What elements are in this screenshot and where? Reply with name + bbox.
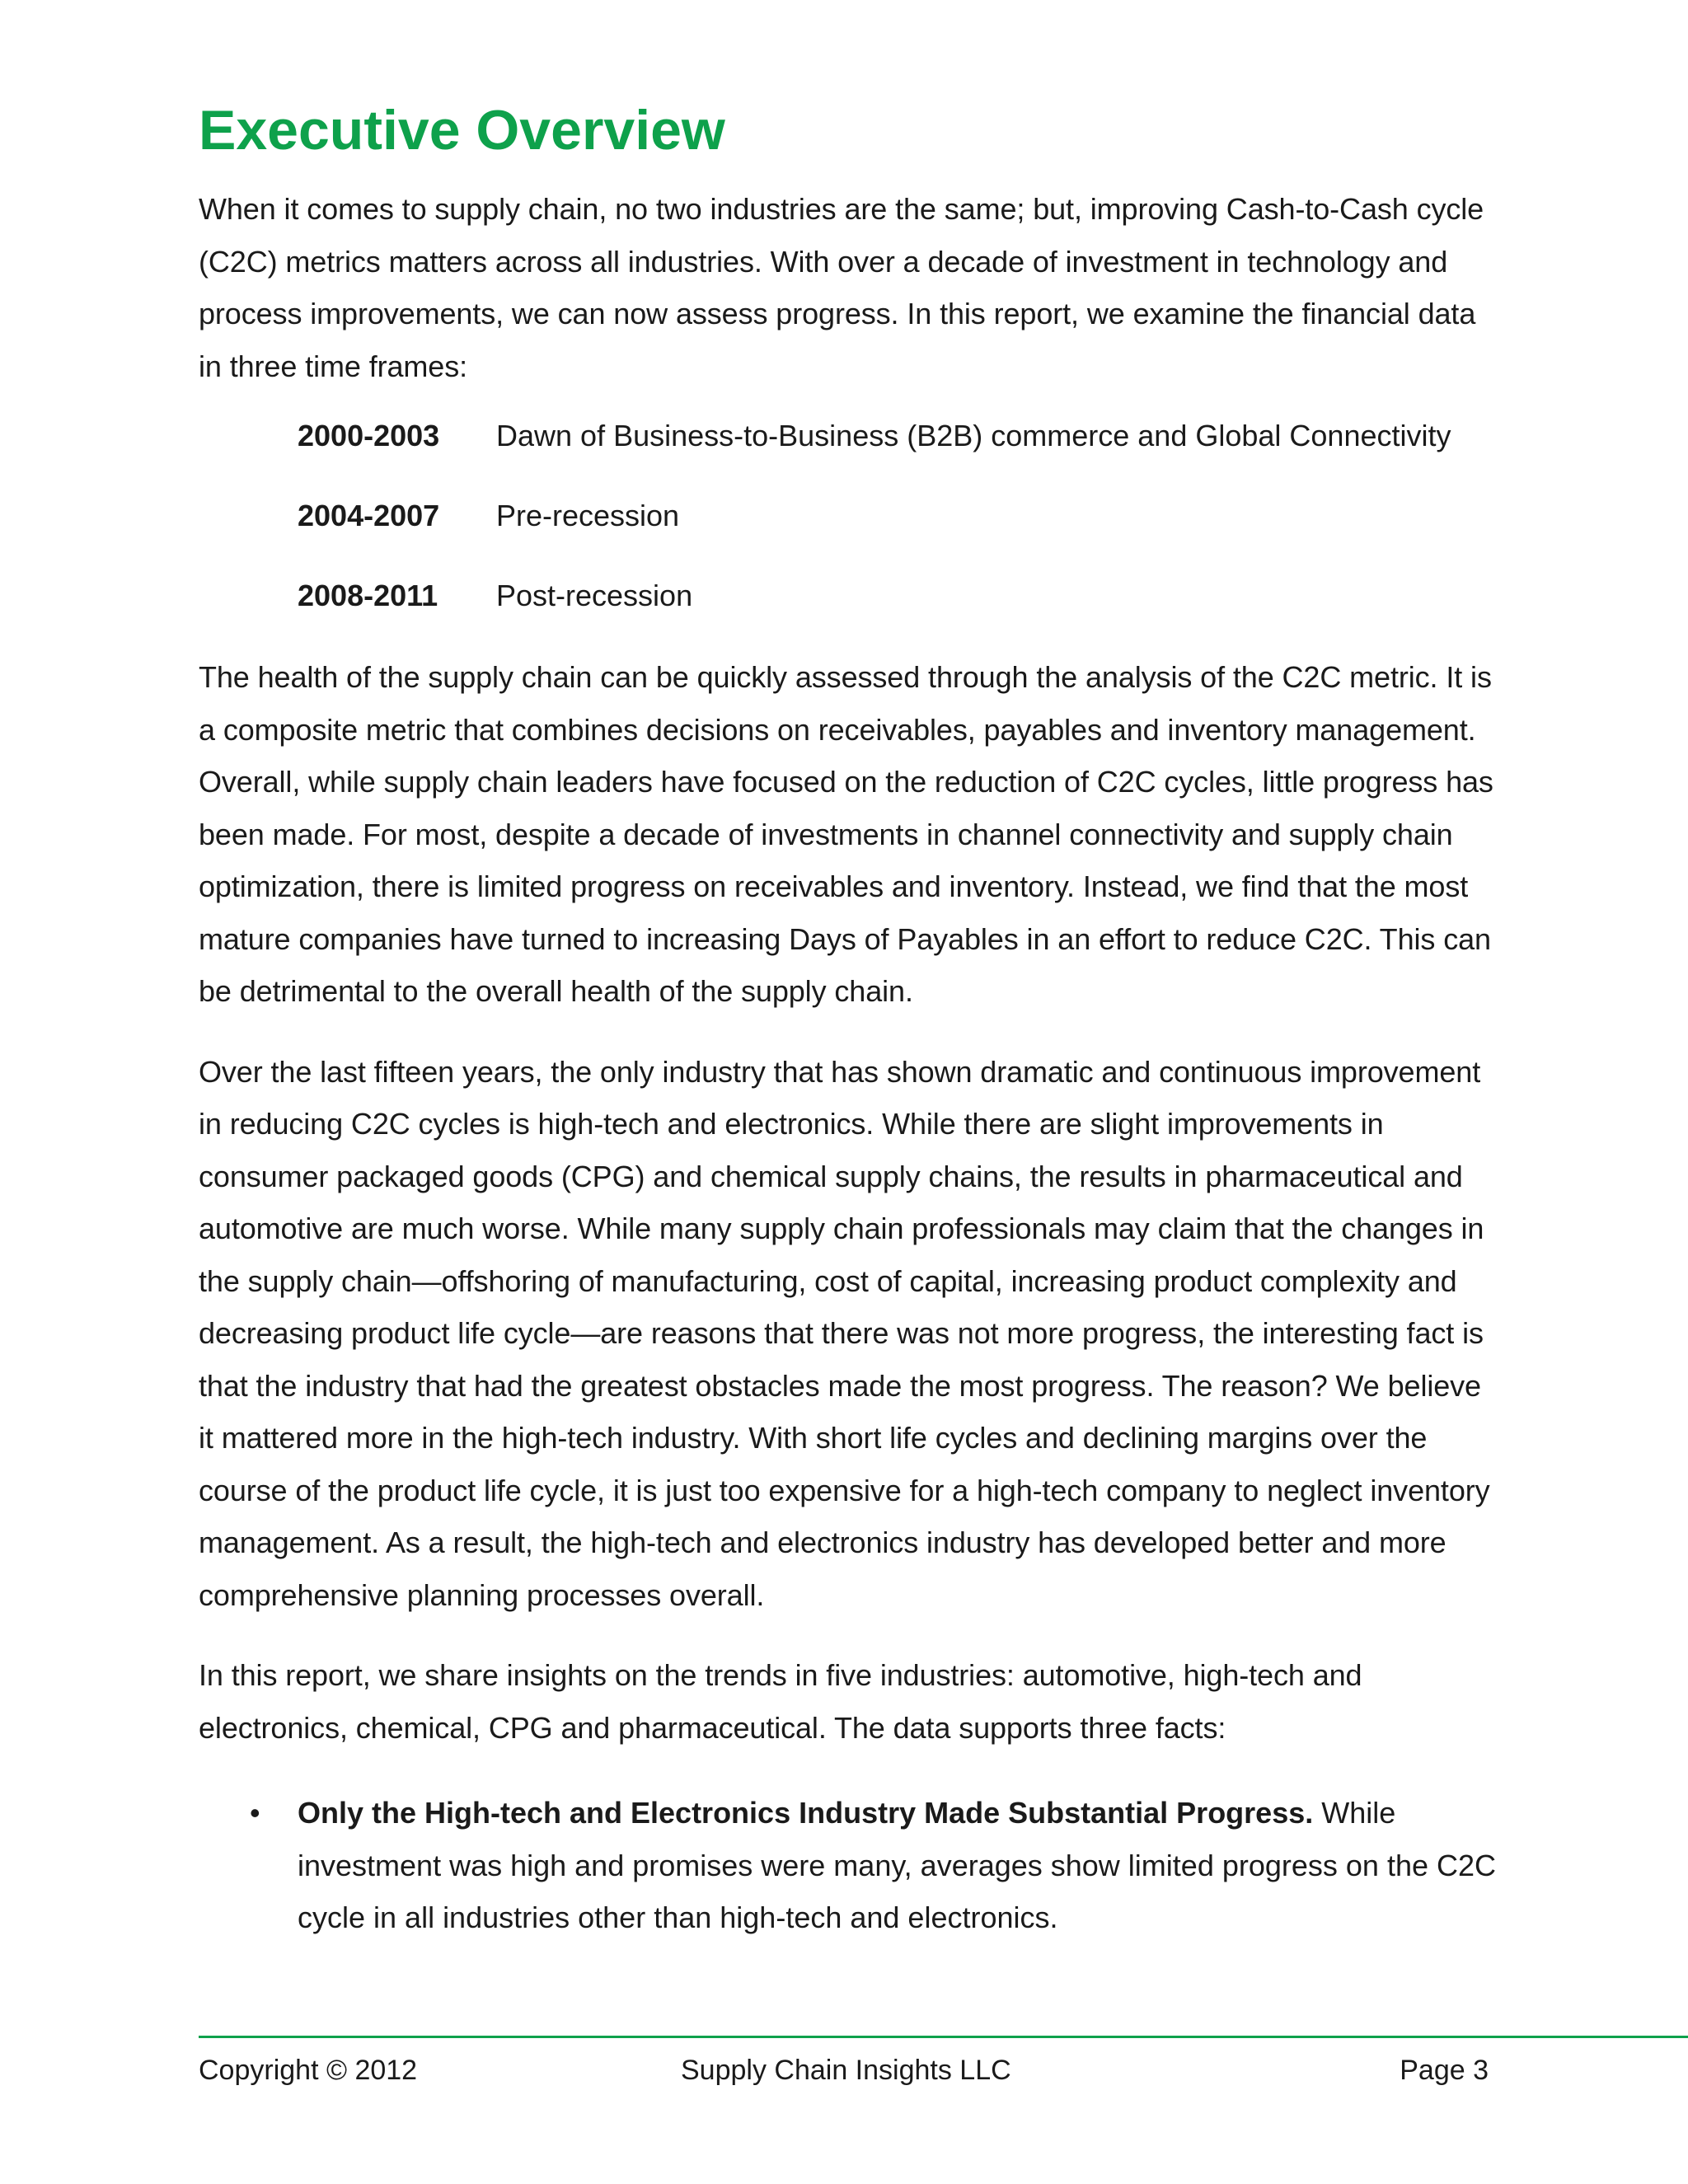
bullet-icon: •: [250, 1796, 260, 1830]
time-frame-years: 2008-2011: [298, 579, 438, 612]
time-frame-row: [199, 415, 1501, 495]
facts-list: [199, 1787, 1501, 1944]
insights-paragraph: In this report, we share insights on the trends in five industries: automotive, high-tech and electronics, chemical, CPG and pharmaceutical. The data supports three facts:: [199, 1658, 1362, 1745]
time-frames-list: [199, 415, 1501, 626]
time-frame-row: [199, 575, 1501, 626]
time-frame-description: Dawn of Business-to-Business (B2B) commerce and Global Connectivity: [496, 419, 1451, 452]
time-frame-description: Pre-recession: [496, 499, 680, 532]
footer-copyright: Copyright © 2012: [199, 2055, 418, 2086]
footer-company: Supply Chain Insights LLC: [681, 2055, 1011, 2086]
page-footer: [199, 2052, 1489, 2093]
intro-paragraph: When it comes to supply chain, no two industries are the same; but, improving Cash-to-Cash cycle (C2C) metrics matters across all industries. With over a decade of investment in technology and process improvements, we can now assess progress. In this report, we examine the financial data in three time frames:: [199, 192, 1484, 383]
industry-trends-paragraph: Over the last fifteen years, the only industry that has shown dramatic and continuous improvement in reducing C2C cycles is high-tech and electronics. While there are slight improvements in consumer packaged goods (CPG) and chemical supply chains, the results in pharmaceutical and automotive are much worse. While many supply chain professionals may claim that the changes in the supply chain—offshoring of manufacturing, cost of capital, increasing product complexity and decreasing product life cycle—are reasons that there was not more progress, the interesting fact is that the industry that had the greatest obstacles made the most progress. The reason? We believe it mattered more in the high-tech industry. With short life cycles and declining margins over the course of the product life cycle, it is just too expensive for a high-tech company to neglect inventory management. As a result, the high-tech and electronics industry has developed better and more comprehensive planning processes overall.: [199, 1054, 1490, 1612]
time-frame-years: 2000-2003: [298, 419, 440, 452]
time-frame-description: Post-recession: [496, 579, 693, 612]
time-frame-row: [199, 495, 1501, 575]
list-item: [199, 1787, 1501, 1944]
page-title: Executive Overview: [199, 99, 725, 162]
fact-text: While investment was high and promises were many, averages show limited progress on the C2C cycle in all industries other than high-tech and electronics.: [298, 1796, 1497, 1934]
health-paragraph: The health of the supply chain can be quickly assessed through the analysis of the C2C metric. It is a composite metric that combines decisions on receivables, payables and inventory management. Overall, while supply chain leaders have focused on the reduction of C2C cycles, little progress has been made. For most, despite a decade of investments in channel connectivity and supply chain optimization, there is limited progress on receivables and inventory. Instead, we find that the most mature companies have turned to increasing Days of Payables in an effort to reduce C2C. This can be detrimental to the overall health of the supply chain.: [199, 660, 1493, 1008]
time-frame-years: 2004-2007: [298, 499, 440, 532]
page-content: [199, 92, 1501, 1944]
fact-heading: Only the High-tech and Electronics Industry Made Substantial Progress.: [298, 1796, 1314, 1830]
footer-divider: [199, 2036, 1688, 2038]
footer-page-number: Page 3: [1400, 2055, 1489, 2086]
